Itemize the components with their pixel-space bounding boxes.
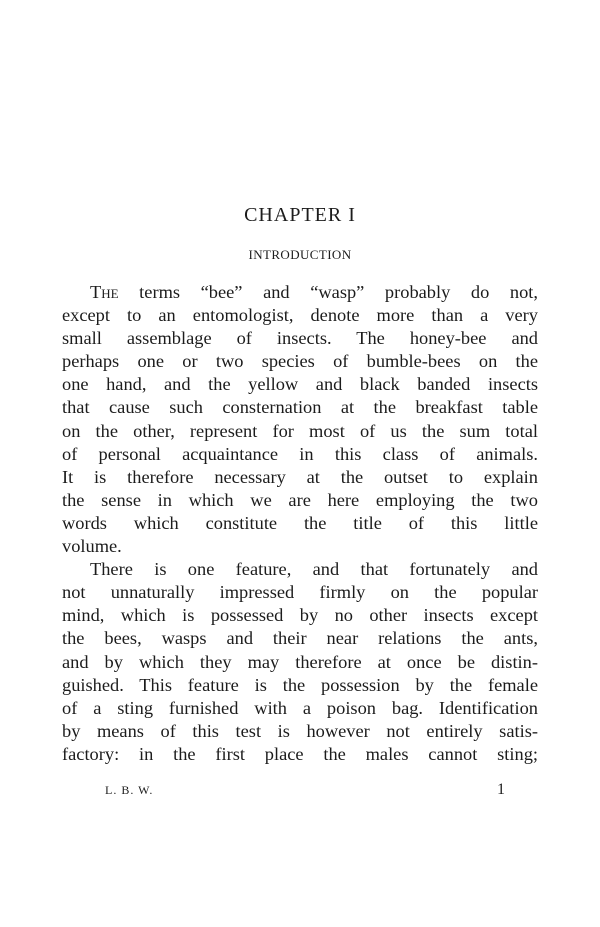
text-line: and by which they may therefore at once be distin- <box>62 651 538 672</box>
text-line: not unnaturally impressed firmly on the popular <box>62 582 538 603</box>
text-line: the bees, wasps and their near relations the ants, <box>62 628 538 649</box>
body-text <box>62 281 538 766</box>
text-line: small assemblage of insects. The honey-bee and <box>62 328 538 349</box>
chapter-title: CHAPTER I <box>244 204 356 226</box>
text-line: of personal acquaintance in this class of animals. <box>62 443 538 464</box>
paragraph-1 <box>62 281 538 558</box>
text-line: the sense in which we are here employing the two <box>62 489 538 510</box>
text-line: of a sting furnished with a poison bag. Identification <box>62 697 538 718</box>
text-line: It is therefore necessary at the outset to explain <box>62 466 538 487</box>
text-line: The terms “bee” and “wasp” probably do not, <box>90 282 538 302</box>
text-line: that cause such consternation at the breakfast table <box>62 397 538 418</box>
signature-mark: L. B. W. <box>105 783 154 797</box>
lead-word: The <box>90 282 119 302</box>
text-line: factory: in the first place the males cannot sting; <box>62 743 538 764</box>
chapter-subtitle: INTRODUCTION <box>248 247 352 262</box>
text-line: one hand, and the yellow and black banded insects <box>62 374 538 395</box>
page-footer <box>0 781 600 801</box>
text-line: guished. This feature is the possession by the female <box>62 674 538 695</box>
text-line: words which constitute the title of this little <box>62 512 538 533</box>
page-number: 1 <box>497 781 505 798</box>
paragraph-2 <box>62 558 538 766</box>
text-line: by means of this test is however not entirely satis- <box>62 720 538 741</box>
text-line: There is one feature, and that fortunately and <box>90 559 538 580</box>
text-line: on the other, represent for most of us the sum total <box>62 420 538 441</box>
text-line: volume. <box>62 536 122 557</box>
text-line: except to an entomologist, denote more than a very <box>62 305 538 326</box>
text-line: mind, which is possessed by no other insects except <box>62 605 538 626</box>
text-line: perhaps one or two species of bumble-bees on the <box>62 351 538 372</box>
